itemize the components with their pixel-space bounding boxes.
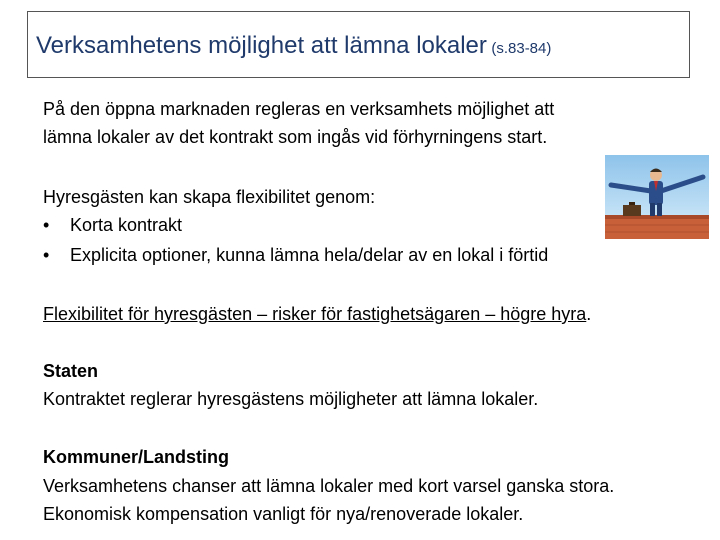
slide-title xyxy=(36,32,551,60)
bullet-marker: • xyxy=(43,245,50,265)
bullet-text: Korta kontrakt xyxy=(70,215,183,235)
summary-line xyxy=(43,301,591,327)
bullet-item xyxy=(43,242,548,268)
title-main: Verksamhetens möjlighet att lämna lokaler xyxy=(36,32,487,59)
intro-line-1: På den öppna marknaden regleras en verksamhets möjlighet att xyxy=(43,99,555,119)
businessman-on-rooftop-illustration xyxy=(605,155,709,239)
flex-heading: Hyresgästen kan skapa flexibilitet genom: xyxy=(43,187,376,207)
summary-period: . xyxy=(586,304,592,324)
title-box xyxy=(27,11,690,78)
municipal-line-1: Verksamhetens chanser att lämna lokaler med kort varsel ganska stora. xyxy=(43,476,615,496)
title-page-ref: (s.83-84) xyxy=(491,40,552,57)
intro-line-2: lämna lokaler av det kontrakt som ingås vid förhyrningens start. xyxy=(43,127,548,147)
municipal-heading: Kommuner/Landsting xyxy=(43,447,230,467)
municipal-line-2: Ekonomisk kompensation vanligt för nya/renoverade lokaler. xyxy=(43,504,524,524)
bullet-text: Explicita optioner, kunna lämna hela/delar av en lokal i förtid xyxy=(70,245,549,265)
bullet-marker: • xyxy=(43,215,50,235)
state-heading: Staten xyxy=(43,361,99,381)
bullet-item xyxy=(43,212,182,238)
state-text: Kontraktet reglerar hyresgästens möjligheter att lämna lokaler. xyxy=(43,389,539,409)
summary-text: Flexibilitet för hyresgästen – risker för fastighetsägaren – högre hyra xyxy=(43,304,587,324)
